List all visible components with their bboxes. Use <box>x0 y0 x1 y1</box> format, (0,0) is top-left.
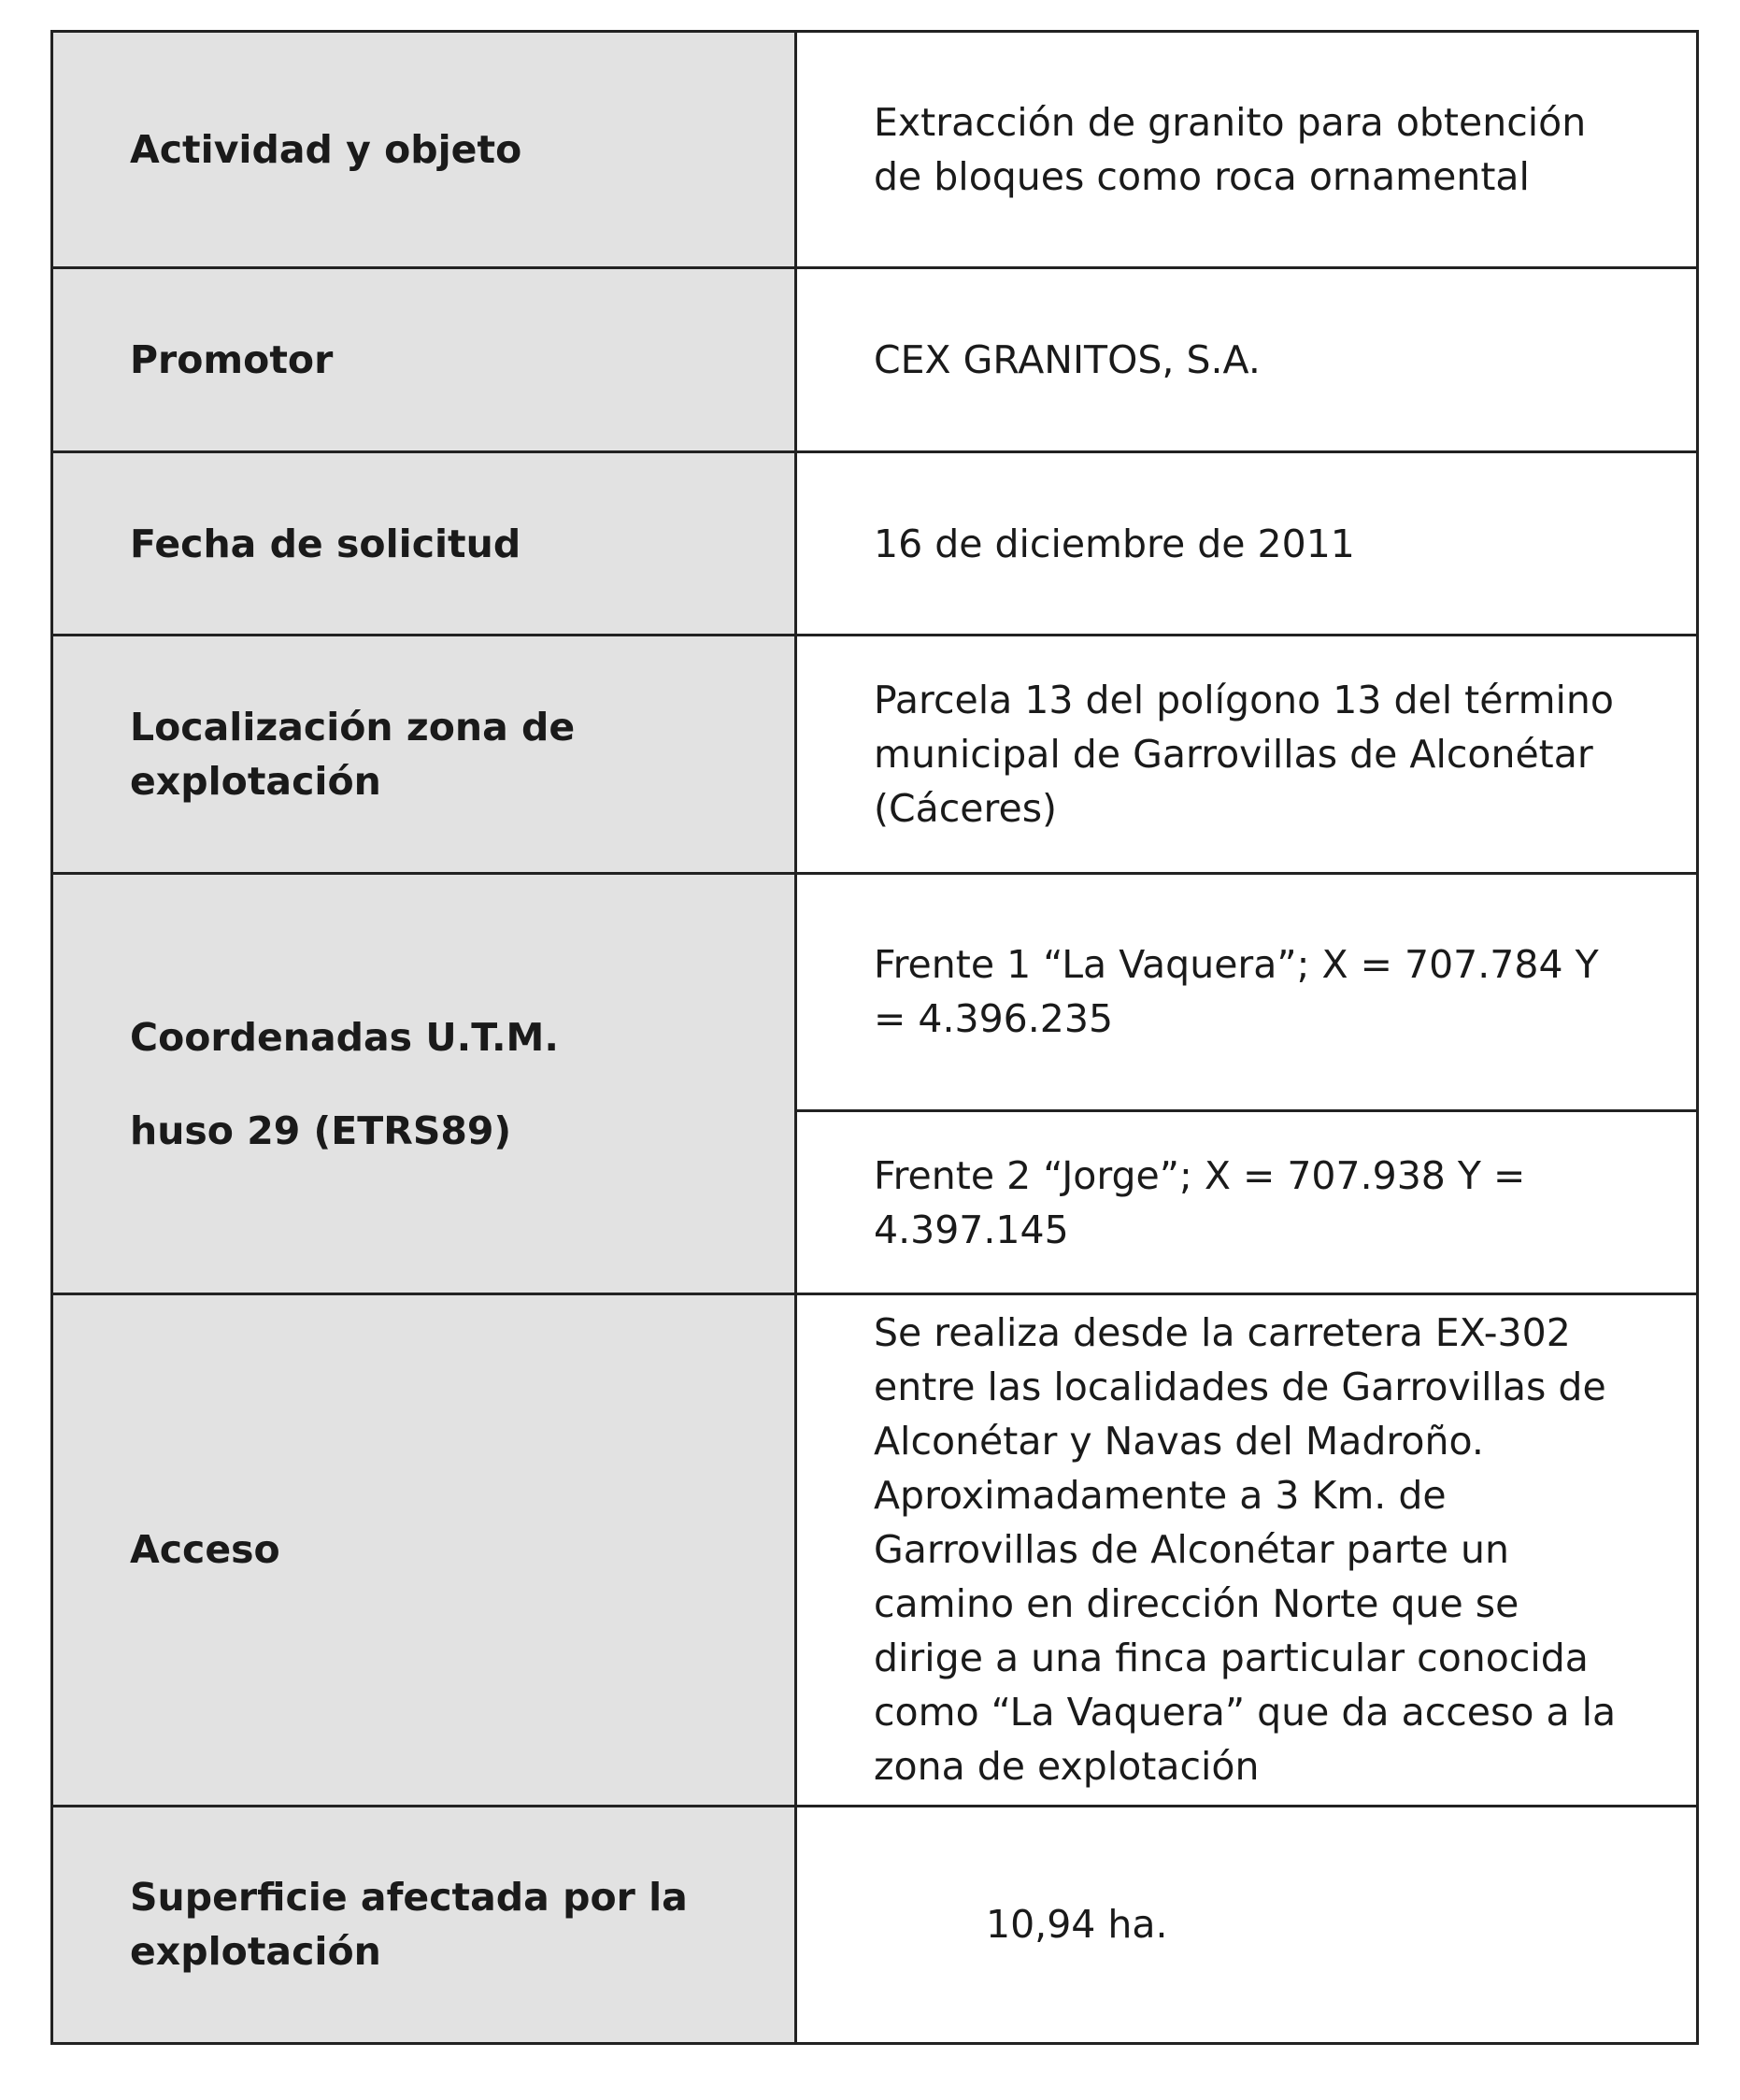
value-cell-fecha <box>796 451 1698 635</box>
row-superficie <box>52 1806 1698 2044</box>
project-info-table <box>50 30 1699 2045</box>
row-actividad <box>52 32 1698 268</box>
label-cell-acceso <box>52 1294 796 1806</box>
label-coordenadas-line1: Coordenadas U.T.M. <box>130 1014 559 1060</box>
label-actividad: Actividad y objeto <box>130 127 522 173</box>
row-coordenadas <box>52 873 1698 1110</box>
label-acceso: Acceso <box>130 1527 280 1573</box>
value-actividad: Extracción de granito para obtención de bloques como roca ornamental <box>874 100 1587 200</box>
label-cell-actividad <box>52 32 796 268</box>
value-cell-promotor <box>796 268 1698 451</box>
label-localizacion: Localización zona de explotación <box>130 704 576 804</box>
label-cell-superficie <box>52 1806 796 2044</box>
label-cell-coordenadas <box>52 873 796 1294</box>
value-cell-acceso <box>796 1294 1698 1806</box>
label-cell-fecha <box>52 451 796 635</box>
value-cell-superficie <box>796 1806 1698 2044</box>
value-cell-frente1 <box>796 873 1698 1110</box>
value-acceso: Se realiza desde la carretera EX-302 entre las localidades de Garrovillas de Alconétar y Navas del Madroño. Aproximadamente a 3 Km. de Garrovillas de Alconétar parte un camino en dirección Norte que se dirige a una finca particular conocida como “La Vaquera” que da acceso a la zona de explotación <box>874 1310 1617 1790</box>
label-cell-promotor <box>52 268 796 451</box>
value-localizacion: Parcela 13 del polígono 13 del término municipal de Garrovillas de Alconétar (Cáceres) <box>874 677 1614 831</box>
row-fecha <box>52 451 1698 635</box>
label-superficie: Superficie afectada por la explotación <box>130 1875 688 1975</box>
value-frente2: Frente 2 “Jorge”; X = 707.938 Y = 4.397.145 <box>874 1152 1526 1252</box>
label-cell-localizacion <box>52 636 796 873</box>
value-frente1: Frente 1 “La Vaquera”; X = 707.784 Y = 4.396.235 <box>874 942 1599 1042</box>
value-cell-frente2 <box>796 1111 1698 1294</box>
value-fecha: 16 de diciembre de 2011 <box>874 521 1355 566</box>
value-superficie: 10,94 ha. <box>986 1902 1168 1948</box>
row-localizacion <box>52 636 1698 873</box>
value-cell-localizacion <box>796 636 1698 873</box>
value-promotor: CEX GRANITOS, S.A. <box>874 337 1261 383</box>
label-promotor: Promotor <box>130 337 334 383</box>
row-promotor <box>52 268 1698 451</box>
label-coordenadas-line2: huso 29 (ETRS89) <box>130 1107 512 1153</box>
value-cell-actividad <box>796 32 1698 268</box>
label-fecha: Fecha de solicitud <box>130 521 521 566</box>
row-acceso <box>52 1294 1698 1806</box>
